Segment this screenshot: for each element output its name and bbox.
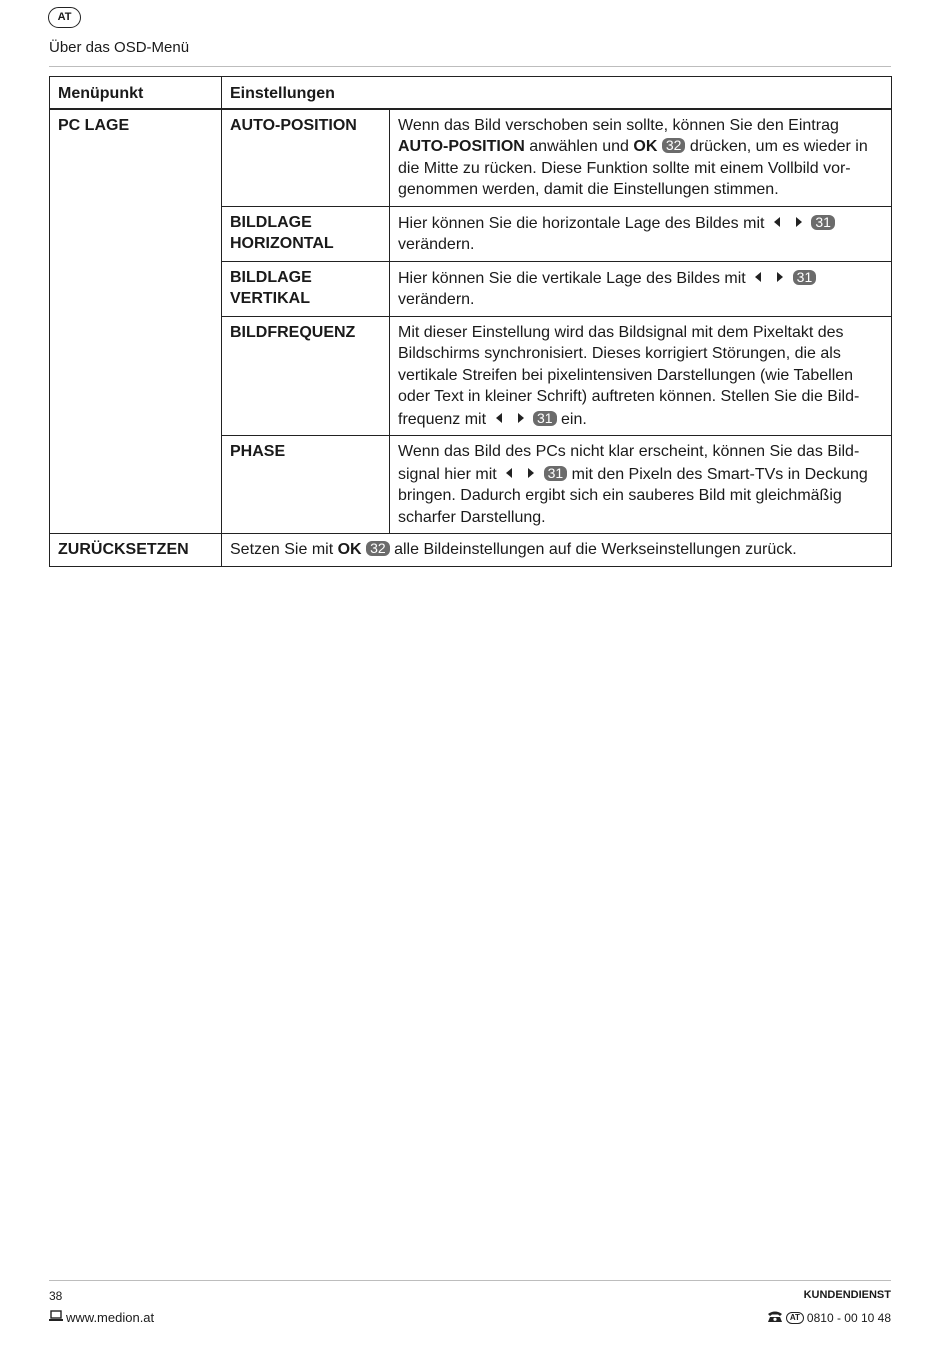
setting-description: Wenn das Bild des PCs nicht klar erscheint, können Sie das Bild-signal hier mit 31 mit den Pixeln des Smart-TVs in Deckung bringen. Dadurch ergibt sich ein sauberes Bild mit gleichmäßig scharfer Darstellung. xyxy=(390,436,892,534)
section-title: Über das OSD-Menü xyxy=(49,39,190,56)
menu-item-reset: ZURÜCKSETZEN xyxy=(50,534,222,567)
website xyxy=(49,1310,154,1325)
remote-key-badge: 31 xyxy=(544,466,568,481)
table-row xyxy=(50,109,892,207)
remote-key-badge: 32 xyxy=(366,541,390,556)
left-right-arrows-icon xyxy=(505,463,535,485)
remote-key-badge: 31 xyxy=(811,215,835,230)
table-header-row xyxy=(50,77,892,109)
col-header-menu-item: Menüpunkt xyxy=(50,77,222,109)
left-right-arrows-icon xyxy=(773,212,803,234)
setting-name: BILDLAGE VERTIKAL xyxy=(222,261,390,316)
laptop-icon xyxy=(49,1310,63,1325)
service-label: KUNDENDIENST xyxy=(803,1289,891,1301)
remote-key-badge: 31 xyxy=(793,270,817,285)
osd-settings-table xyxy=(49,76,892,567)
left-right-arrows-icon xyxy=(754,267,784,289)
setting-name: AUTO-POSITION xyxy=(222,109,390,207)
phone-contact xyxy=(767,1310,891,1326)
setting-description: Hier können Sie die horizontale Lage des Bildes mit 31 verändern. xyxy=(390,206,892,261)
setting-description: Mit dieser Einstellung wird das Bildsignal mit dem Pixeltakt des Bildschirms synchronisiert. Dieses korrigiert Störungen, die als vertikale Streifen bei pixelintensiven Darstellungen (wie Tabellen oder Text in kleiner Schrift) auftreten können. Stellen Sie die Bild-frequenz mit 31 ein. xyxy=(390,316,892,436)
website-url: www.medion.at xyxy=(66,1310,155,1325)
header-divider xyxy=(49,66,891,67)
left-right-arrows-icon xyxy=(495,408,525,430)
remote-key-badge: 31 xyxy=(533,411,557,426)
setting-name: BILDLAGE HORIZONTAL xyxy=(222,206,390,261)
phone-country-badge: AT xyxy=(786,1312,804,1324)
phone-number: 0810 - 00 10 48 xyxy=(806,1311,891,1325)
country-badge: AT xyxy=(48,7,81,28)
page-number: 38 xyxy=(49,1289,63,1303)
footer-divider xyxy=(49,1280,891,1281)
setting-description: Wenn das Bild verschoben sein sollte, können Sie den Eintrag AUTO-POSITION anwählen und OK 32 drücken, um es wieder in die Mitte zu rücken. Diese Funktion sollte mit einem Vollbild vor-genommen werden, damit die Einstellungen stimmen. xyxy=(390,109,892,207)
table-row xyxy=(50,534,892,567)
menu-item-pc-lage: PC LAGE xyxy=(50,109,222,534)
col-header-settings: Einstellungen xyxy=(222,77,892,109)
remote-key-badge: 32 xyxy=(662,138,686,153)
setting-description: Hier können Sie die vertikale Lage des Bildes mit 31 verändern. xyxy=(390,261,892,316)
setting-name: PHASE xyxy=(222,436,390,534)
setting-name: BILDFREQUENZ xyxy=(222,316,390,436)
phone-icon xyxy=(767,1310,783,1326)
setting-description: Setzen Sie mit OK 32 alle Bildeinstellungen auf die Werkseinstellungen zurück. xyxy=(222,534,892,567)
